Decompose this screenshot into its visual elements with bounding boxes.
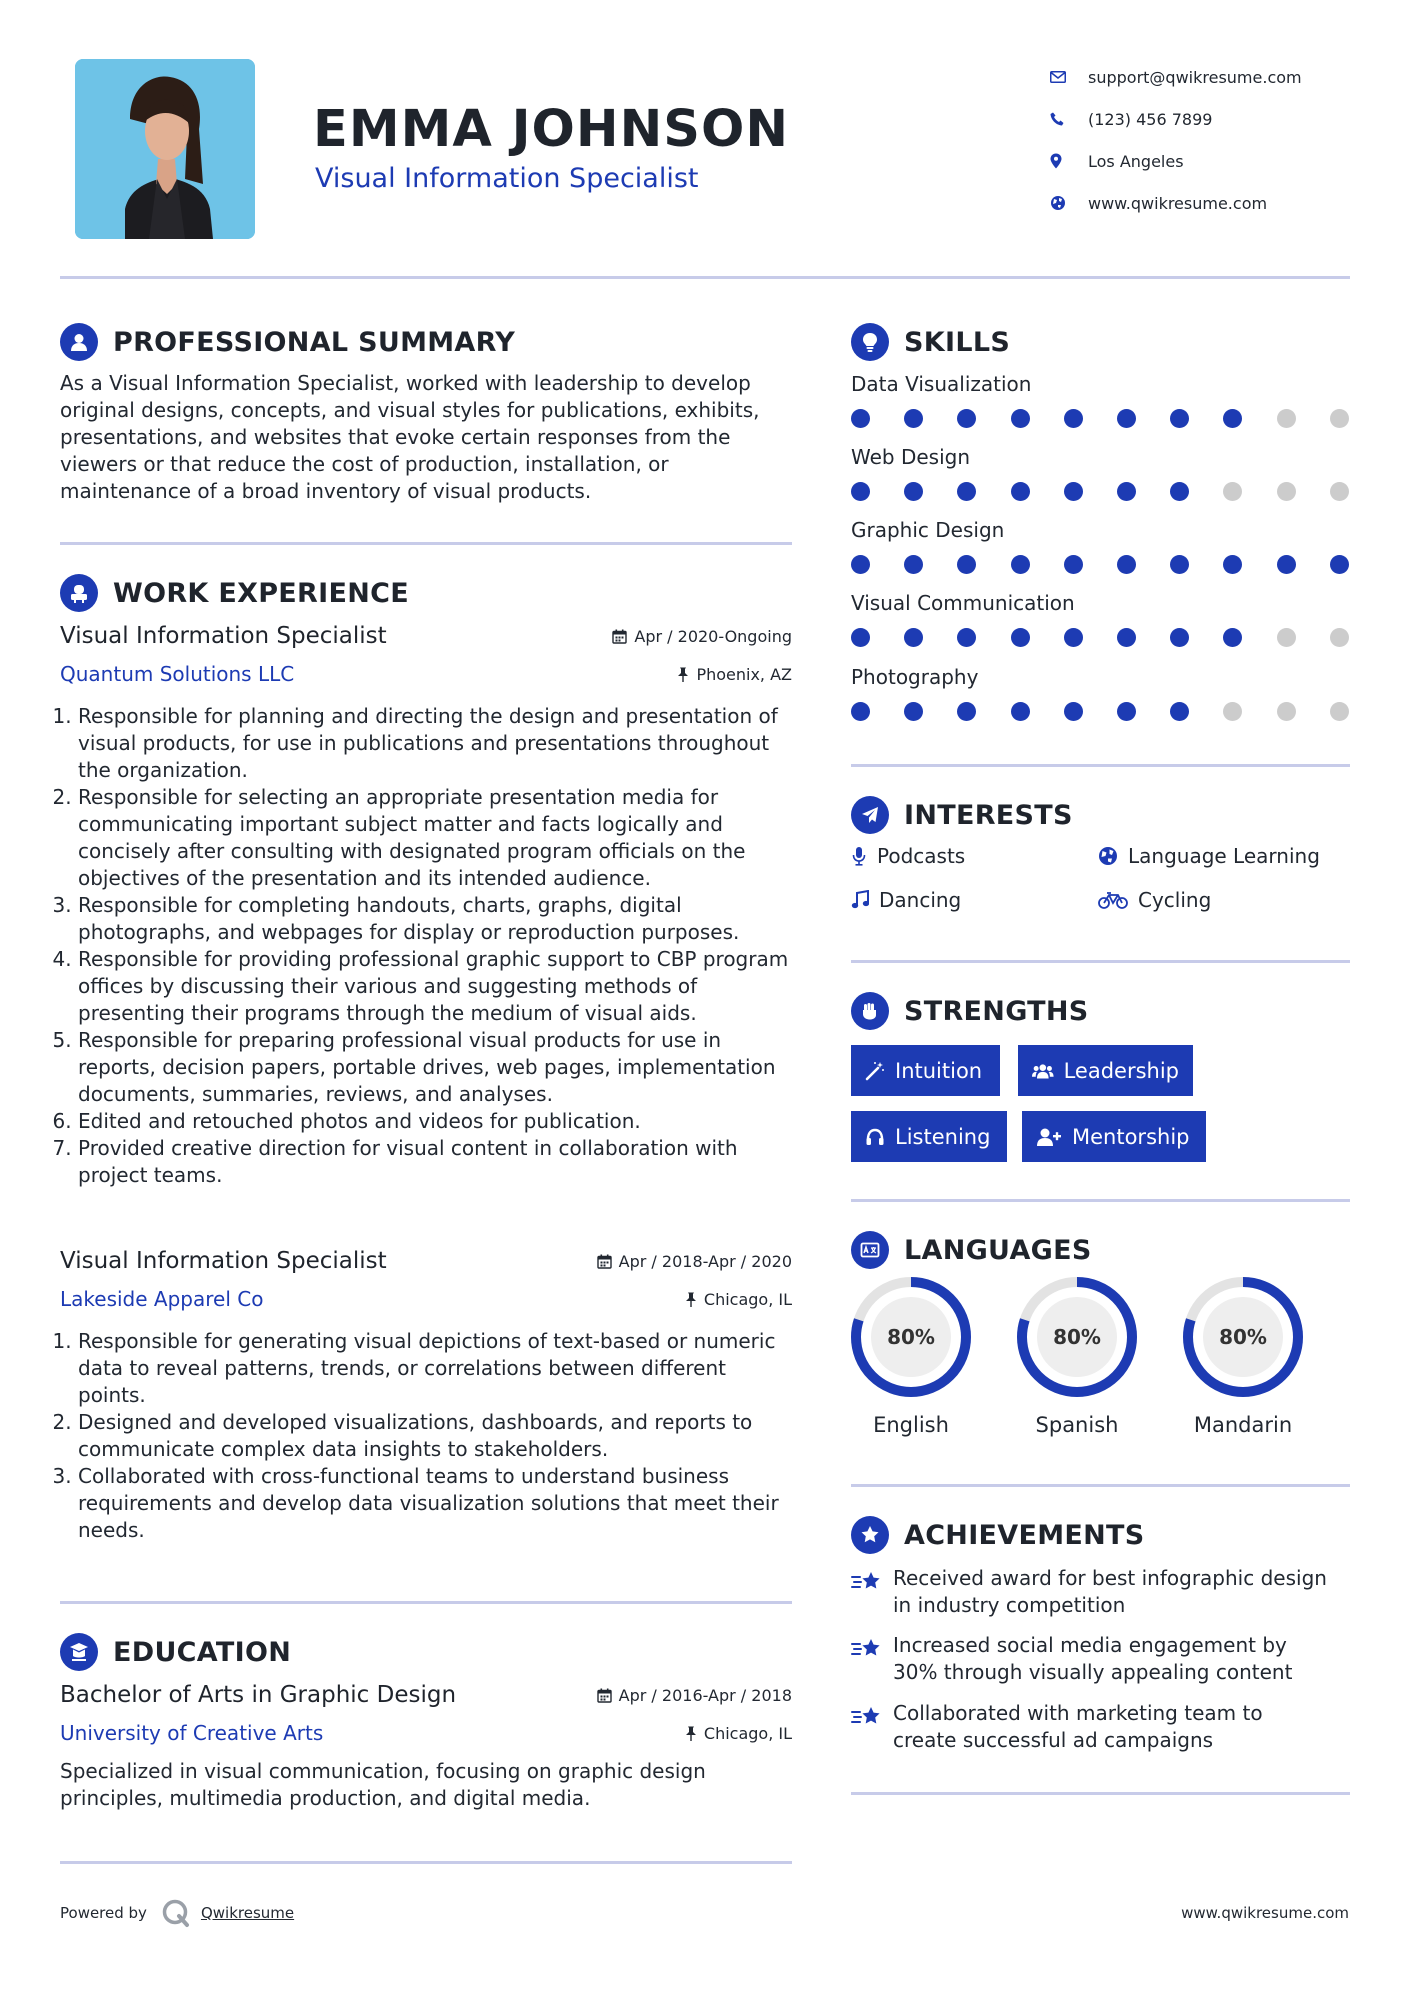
- language-icon: [851, 1231, 889, 1269]
- envelope-icon: [1050, 71, 1088, 83]
- skill-dot-filled: [1223, 628, 1242, 647]
- job-date-text: Apr / 2018-Apr / 2020: [618, 1251, 792, 1271]
- language-name: English: [873, 1413, 949, 1437]
- strengths-divider: [851, 1199, 1350, 1202]
- skill-dot-filled: [1064, 409, 1083, 428]
- skill-dot-filled: [1330, 555, 1349, 574]
- interest-item: [1098, 844, 1320, 868]
- interests-divider: [851, 960, 1350, 963]
- skill-rating: [851, 544, 1351, 588]
- interests-heading-text: INTERESTS: [904, 799, 1073, 831]
- achievements-divider: [851, 1792, 1350, 1795]
- skill-dot-filled: [957, 482, 976, 501]
- skill-dot-filled: [904, 628, 923, 647]
- skill-dot-filled: [851, 702, 870, 721]
- skill-item: [851, 663, 1351, 735]
- skill-dot-empty: [1277, 702, 1296, 721]
- interest-label: Dancing: [879, 888, 962, 912]
- footer-url[interactable]: www.qwikresume.com: [1181, 1904, 1349, 1922]
- job-entry: [60, 1242, 792, 1544]
- candidate-title: Visual Information Specialist: [315, 163, 699, 194]
- skill-dot-filled: [1064, 555, 1083, 574]
- job-duty: 3. Responsible for completing handouts, charts, graphs, digital photographs, and webpages for display or reproduction purposes.: [78, 892, 792, 946]
- achievement-text: Received award for best infographic design in industry competition: [893, 1566, 1327, 1617]
- bicycle-icon: [1098, 890, 1128, 910]
- skill-dot-filled: [851, 555, 870, 574]
- music-note-icon: [851, 890, 869, 910]
- map-pin-icon: [1050, 153, 1088, 169]
- skill-dot-filled: [1117, 702, 1136, 721]
- skill-name: Graphic Design: [851, 518, 1005, 542]
- contact-location-text: Los Angeles: [1088, 151, 1184, 171]
- skill-item: [851, 516, 1351, 588]
- calendar-icon: [597, 1254, 612, 1269]
- skill-dot-filled: [1064, 482, 1083, 501]
- education-heading-text: EDUCATION: [113, 1636, 292, 1668]
- qwikresume-logo-icon: [161, 1898, 191, 1928]
- strength-tag: [851, 1045, 1000, 1096]
- microphone-icon: [851, 846, 867, 866]
- job-title: Visual Information Specialist: [60, 623, 387, 649]
- skill-dot-empty: [1330, 482, 1349, 501]
- education-location-text: Chicago, IL: [703, 1723, 792, 1743]
- phone-icon: [1050, 112, 1088, 126]
- education-description: Specialized in visual communication, focusing on graphic design principles, multimedia production, and digital media.: [60, 1759, 706, 1810]
- skill-dot-filled: [1170, 628, 1189, 647]
- skill-dot-filled: [1117, 555, 1136, 574]
- job-duty: 4. Responsible for providing professional graphic support to CBP program offices by discussing their various and suggesting methods of presenting their programs through the medium of visual aids.: [78, 946, 792, 1027]
- experience-divider: [60, 1601, 792, 1604]
- achievement-item: [851, 1565, 1331, 1619]
- strength-tag: [1022, 1111, 1206, 1162]
- skill-dot-filled: [1064, 702, 1083, 721]
- skill-dot-empty: [1330, 628, 1349, 647]
- skill-dot-empty: [1330, 702, 1349, 721]
- achievement-item: [851, 1632, 1331, 1686]
- skill-item: [851, 589, 1351, 661]
- language-ring: [1181, 1275, 1305, 1399]
- job-location: [685, 1290, 792, 1309]
- job-duties: [60, 1328, 792, 1544]
- skill-dot-filled: [1117, 628, 1136, 647]
- summary-text: As a Visual Information Specialist, worked with leadership to develop original designs, concepts, and visual styles for publications, exhibits, presentations, and websites that evoke certain responses from the viewers or that reduce the cost of production, installation, or maintenance of a broad inventory of visual products.: [60, 371, 760, 503]
- job-title: Visual Information Specialist: [60, 1248, 387, 1274]
- interest-item: [851, 844, 965, 868]
- skill-rating: [851, 691, 1351, 735]
- skill-dot-filled: [957, 628, 976, 647]
- language-ring: [849, 1275, 973, 1399]
- calendar-icon: [612, 629, 627, 644]
- skill-name: Data Visualization: [851, 372, 1032, 396]
- job-duty: 2. Responsible for selecting an appropriate presentation media for communicating important subject matter and facts logically and concisely after consulting with designated program officials on the objectives of the presentation and its intended audience.: [78, 784, 792, 892]
- footer-powered-by: [60, 1898, 294, 1928]
- achievements-heading: [851, 1516, 1145, 1554]
- language-percent: 80%: [1053, 1325, 1101, 1349]
- achievements-heading-text: ACHIEVEMENTS: [904, 1519, 1145, 1551]
- contact-email-text: support@qwikresume.com: [1088, 67, 1302, 87]
- interest-label: Cycling: [1138, 888, 1212, 912]
- job-duty: 5. Responsible for preparing professional visual products for use in reports, decision papers, portable drives, web pages, implementation documents, summaries, reviews, and analyses.: [78, 1027, 792, 1108]
- skill-dot-filled: [904, 555, 923, 574]
- skill-dot-empty: [1223, 482, 1242, 501]
- summary-heading: [60, 323, 515, 361]
- user-icon: [60, 323, 98, 361]
- skill-dot-filled: [851, 409, 870, 428]
- contact-phone[interactable]: [1050, 98, 1350, 140]
- paper-plane-icon: [851, 796, 889, 834]
- contact-website[interactable]: [1050, 182, 1350, 224]
- skill-dot-empty: [1277, 482, 1296, 501]
- calendar-icon: [597, 1688, 612, 1703]
- skill-dot-filled: [1170, 555, 1189, 574]
- languages-heading-text: LANGUAGES: [904, 1234, 1092, 1266]
- skill-dot-filled: [1223, 555, 1242, 574]
- header-divider: [60, 276, 1350, 279]
- skills-divider: [851, 764, 1350, 767]
- contact-phone-text: (123) 456 7899: [1088, 109, 1213, 129]
- user-plus-icon: [1036, 1127, 1062, 1147]
- language-item: [1178, 1275, 1308, 1437]
- language-item: [846, 1275, 976, 1437]
- pushpin-icon: [685, 1726, 697, 1741]
- skill-name: Visual Communication: [851, 591, 1075, 615]
- interest-item: [851, 888, 961, 912]
- language-name: Spanish: [1035, 1413, 1119, 1437]
- achievement-item: [851, 1700, 1331, 1754]
- job-entry: [60, 617, 792, 1189]
- languages-divider: [851, 1484, 1350, 1487]
- interest-label: Podcasts: [877, 844, 966, 868]
- skill-dot-filled: [1277, 555, 1296, 574]
- strength-label: Intuition: [895, 1058, 983, 1083]
- headphones-icon: [865, 1127, 885, 1147]
- language-percent: 80%: [887, 1325, 935, 1349]
- company-name: Lakeside Apparel Co: [60, 1287, 264, 1311]
- strength-tag: [1018, 1045, 1193, 1096]
- achievement-text: Collaborated with marketing team to create successful ad campaigns: [893, 1701, 1263, 1752]
- skill-dot-filled: [851, 482, 870, 501]
- language-item: [1012, 1275, 1142, 1437]
- degree-title: Bachelor of Arts in Graphic Design: [60, 1682, 457, 1708]
- job-date: [597, 1252, 792, 1271]
- job-location-text: Chicago, IL: [703, 1289, 792, 1309]
- skill-dot-filled: [1011, 702, 1030, 721]
- company-name: Quantum Solutions LLC: [60, 662, 295, 686]
- skill-name: Photography: [851, 665, 979, 689]
- interests-heading: [851, 796, 1073, 834]
- skill-name: Web Design: [851, 445, 971, 469]
- job-duty: 6. Edited and retouched photos and videos for publication.: [78, 1108, 792, 1135]
- skill-dot-empty: [1277, 628, 1296, 647]
- summary-heading-text: PROFESSIONAL SUMMARY: [113, 326, 516, 358]
- job-duty: 1. Responsible for generating visual depictions of text-based or numeric data to reveal patterns, trends, or correlations between different points.: [78, 1328, 792, 1409]
- skill-rating: [851, 471, 1351, 515]
- skill-dot-filled: [957, 702, 976, 721]
- job-duty: 3. Collaborated with cross-functional teams to understand business requirements and develop data visualization solutions that meet their needs.: [78, 1463, 792, 1544]
- language-percent: 80%: [1219, 1325, 1267, 1349]
- strength-label: Mentorship: [1072, 1124, 1190, 1149]
- skill-dot-filled: [904, 702, 923, 721]
- skill-dot-filled: [1223, 409, 1242, 428]
- achievement-text: Increased social media engagement by 30% through visually appealing content: [893, 1633, 1293, 1684]
- skill-dot-filled: [904, 409, 923, 428]
- skill-dot-filled: [904, 482, 923, 501]
- strengths-heading-text: STRENGTHS: [904, 995, 1089, 1027]
- language-ring: [1015, 1275, 1139, 1399]
- skill-dot-filled: [1011, 555, 1030, 574]
- contact-info: [1050, 56, 1350, 224]
- skills-heading-text: SKILLS: [904, 326, 1011, 358]
- candidate-name: EMMA JOHNSON: [313, 100, 790, 159]
- languages-heading: [851, 1231, 1092, 1269]
- briefcase-icon: [60, 574, 98, 612]
- job-duties: [60, 703, 792, 1189]
- skill-dot-empty: [1223, 702, 1242, 721]
- education-location: [685, 1724, 792, 1743]
- strength-label: Leadership: [1063, 1058, 1179, 1083]
- interest-label: Language Learning: [1128, 844, 1320, 868]
- pushpin-icon: [685, 1292, 697, 1307]
- job-date: [612, 627, 792, 646]
- skill-dot-filled: [1011, 409, 1030, 428]
- shooting-star-icon: [851, 1704, 883, 1730]
- education-date: [597, 1686, 792, 1705]
- skill-dot-filled: [1064, 628, 1083, 647]
- contact-email[interactable]: [1050, 56, 1350, 98]
- summary-divider: [60, 542, 792, 545]
- pushpin-icon: [677, 667, 689, 682]
- profile-photo: [75, 59, 255, 239]
- skill-dot-filled: [957, 409, 976, 428]
- skills-heading: [851, 323, 1010, 361]
- powered-by-text: Powered by: [60, 1904, 147, 1922]
- experience-heading-text: WORK EXPERIENCE: [113, 577, 409, 609]
- experience-heading: [60, 574, 409, 612]
- globe-icon: [1098, 846, 1118, 866]
- job-duty: 7. Provided creative direction for visual content in collaboration with project teams.: [78, 1135, 792, 1189]
- language-name: Mandarin: [1193, 1413, 1293, 1437]
- job-duty: 1. Responsible for planning and directing the design and presentation of visual products, for use in publications and presentations throughout the organization.: [78, 703, 792, 784]
- strength-label: Listening: [895, 1124, 991, 1149]
- job-date-text: Apr / 2020-Ongoing: [634, 626, 792, 646]
- skill-item: [851, 443, 1351, 515]
- skill-dot-filled: [1170, 409, 1189, 428]
- contact-website-text: www.qwikresume.com: [1088, 193, 1268, 213]
- contact-location: [1050, 140, 1350, 182]
- skill-rating: [851, 617, 1351, 661]
- fist-icon: [851, 992, 889, 1030]
- job-location: [677, 665, 792, 684]
- globe-icon: [1050, 195, 1088, 211]
- strengths-heading: [851, 992, 1089, 1030]
- magic-wand-icon: [865, 1061, 885, 1081]
- award-icon: [851, 1516, 889, 1554]
- lightbulb-icon: [851, 323, 889, 361]
- qwikresume-link[interactable]: Qwikresume: [200, 1904, 295, 1922]
- shooting-star-icon: [851, 1569, 883, 1595]
- job-duty: 2. Designed and developed visualizations, dashboards, and reports to communicate complex data insights to stakeholders.: [78, 1409, 792, 1463]
- skill-dot-empty: [1330, 409, 1349, 428]
- skill-dot-filled: [1011, 482, 1030, 501]
- skill-dot-empty: [1277, 409, 1296, 428]
- skill-dot-filled: [1117, 409, 1136, 428]
- school-name: University of Creative Arts: [60, 1721, 324, 1745]
- job-location-text: Phoenix, AZ: [696, 664, 792, 684]
- education-date-text: Apr / 2016-Apr / 2018: [618, 1685, 792, 1705]
- strength-tag: [851, 1111, 1007, 1162]
- shooting-star-icon: [851, 1636, 883, 1662]
- education-heading: [60, 1633, 291, 1671]
- skill-dot-filled: [1117, 482, 1136, 501]
- skill-item: [851, 370, 1351, 442]
- skill-dot-filled: [1170, 702, 1189, 721]
- interest-item: [1098, 888, 1211, 912]
- skill-rating: [851, 398, 1351, 442]
- skill-dot-filled: [957, 555, 976, 574]
- skill-dot-filled: [851, 628, 870, 647]
- education-entry: [60, 1676, 792, 1812]
- users-icon: [1032, 1061, 1054, 1081]
- graduation-icon: [60, 1633, 98, 1671]
- education-divider: [60, 1861, 792, 1864]
- skill-dot-filled: [1011, 628, 1030, 647]
- skill-dot-filled: [1170, 482, 1189, 501]
